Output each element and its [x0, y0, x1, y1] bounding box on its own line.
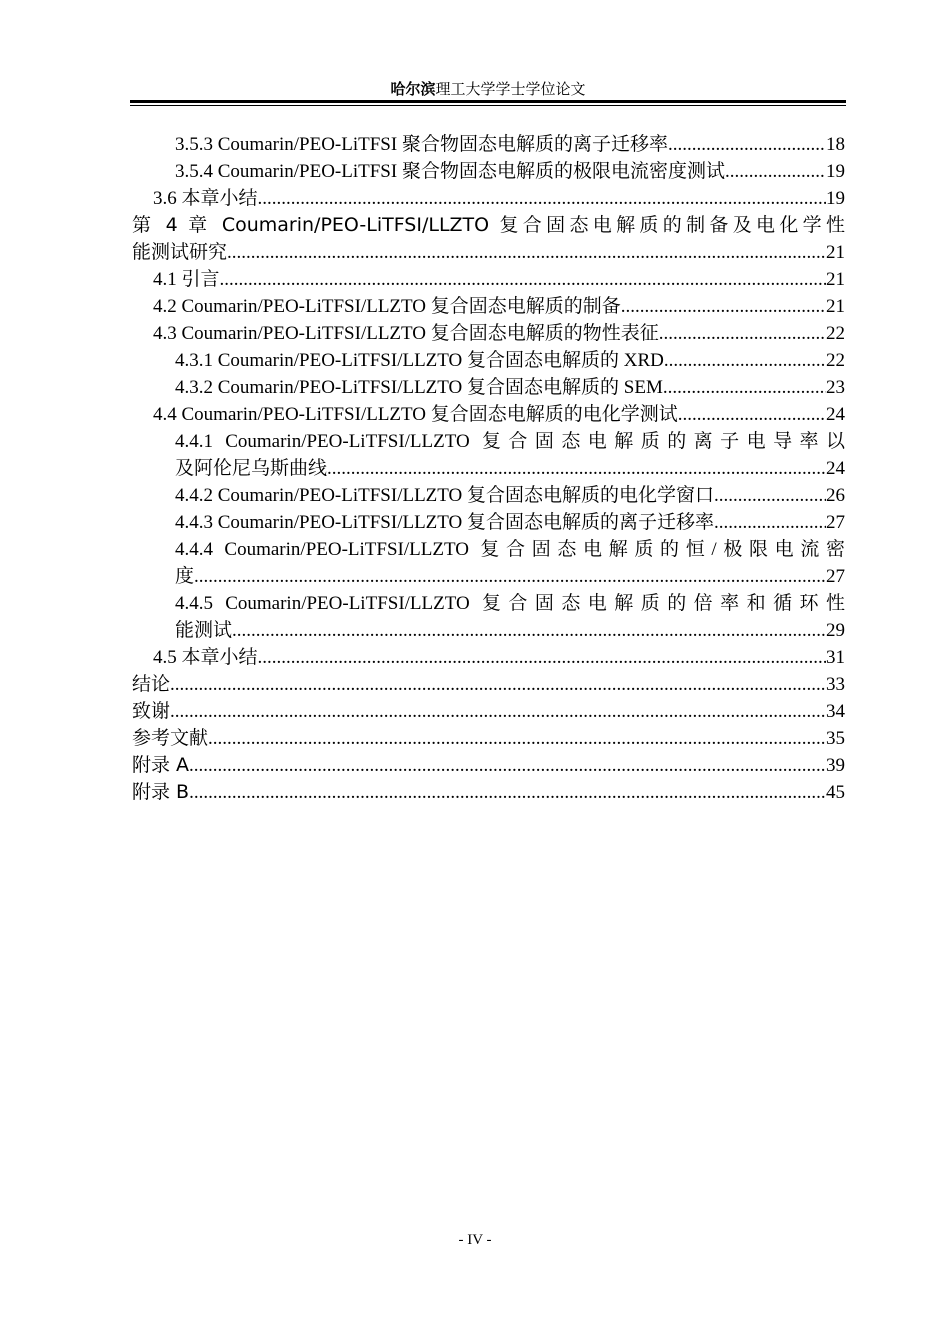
- toc-leader-dots: [258, 644, 826, 671]
- page-header: [130, 80, 846, 99]
- toc-entry-title: 4.4 Coumarin/PEO-LiTFSI/LLZTO 复合固态电解质的电化学测试: [153, 404, 678, 425]
- toc-page-number: 22: [826, 323, 845, 344]
- toc-leader-dots: [714, 482, 826, 509]
- toc-page-number: 45: [826, 782, 845, 803]
- toc-page-number: 39: [826, 755, 845, 776]
- toc-leader-dots: [258, 185, 826, 212]
- toc-entry[interactable]: [132, 185, 845, 212]
- toc-leader-dots: [170, 698, 826, 725]
- toc-page-number: 33: [826, 674, 845, 695]
- toc-leader-dots: [208, 725, 826, 752]
- toc-entry-line[interactable]: [132, 617, 845, 644]
- toc-entry[interactable]: [132, 293, 845, 320]
- toc-page-number: 19: [826, 188, 845, 209]
- toc-entry-title: 4.4.3 Coumarin/PEO-LiTFSI/LLZTO 复合固态电解质的离子迁移率: [175, 512, 715, 533]
- toc-entry-title: 参考文献: [132, 727, 209, 749]
- table-of-contents: [132, 131, 845, 806]
- toc-entry-line[interactable]: [132, 455, 845, 482]
- toc-leader-dots: [189, 779, 826, 806]
- toc-page-number: 27: [826, 512, 845, 533]
- toc-page-number: 31: [826, 647, 845, 668]
- toc-leader-dots: [194, 563, 826, 590]
- toc-entry[interactable]: [132, 671, 845, 698]
- toc-page-number: 18: [826, 134, 845, 155]
- toc-page-number: 21: [826, 242, 845, 263]
- toc-entry[interactable]: [132, 320, 845, 347]
- toc-entry-line[interactable]: [132, 590, 845, 617]
- toc-leader-dots: [725, 158, 826, 185]
- toc-entry-title: 结论: [132, 673, 171, 695]
- toc-leader-dots: [668, 131, 826, 158]
- toc-entry-title: 4.4.4 Coumarin/PEO-LiTFSI/LLZTO 复合固态电解质的恒/极限电流密: [175, 539, 845, 560]
- toc-entry-line[interactable]: [132, 239, 845, 266]
- toc-leader-dots: [678, 401, 826, 428]
- toc-leader-dots: [189, 752, 826, 779]
- toc-entry-line[interactable]: [132, 428, 845, 455]
- toc-leader-dots: [659, 320, 826, 347]
- toc-page-number: 29: [826, 620, 845, 641]
- toc-entry-title: 附录 B: [132, 781, 190, 803]
- toc-leader-dots: [327, 455, 826, 482]
- toc-entry-title: 4.4.5 Coumarin/PEO-LiTFSI/LLZTO 复合固态电解质的倍率和循环性: [175, 593, 845, 614]
- toc-entry[interactable]: [132, 158, 845, 185]
- toc-page-number: 24: [826, 458, 845, 479]
- toc-entry-title: 3.5.4 Coumarin/PEO-LiTFSI 聚合物固态电解质的极限电流密度测试: [175, 161, 725, 182]
- toc-entry[interactable]: [132, 482, 845, 509]
- toc-entry[interactable]: [132, 644, 845, 671]
- toc-page-number: 35: [826, 728, 845, 749]
- page-number: - IV -: [458, 1232, 492, 1248]
- header-rule-thin: [130, 105, 846, 106]
- toc-entry-title: 4.5 本章小结: [153, 647, 258, 668]
- toc-entry-line[interactable]: [132, 536, 845, 563]
- toc-entry-title: 3.6 本章小结: [153, 188, 258, 209]
- toc-page-number: 26: [826, 485, 845, 506]
- toc-leader-dots: [664, 347, 826, 374]
- toc-leader-dots: [227, 239, 826, 266]
- toc-page-number: 21: [826, 296, 845, 317]
- toc-leader-dots: [232, 617, 826, 644]
- toc-entry[interactable]: [132, 725, 845, 752]
- toc-entry-title: 4.4.1 Coumarin/PEO-LiTFSI/LLZTO 复合固态电解质的离子电导率以: [175, 431, 845, 452]
- toc-entry-title-cont: 度: [175, 566, 195, 587]
- toc-entry[interactable]: [132, 779, 845, 806]
- toc-entry[interactable]: [132, 266, 845, 293]
- toc-entry-title: 4.3.1 Coumarin/PEO-LiTFSI/LLZTO 复合固态电解质的 XRD: [175, 350, 664, 371]
- toc-leader-dots: [714, 509, 826, 536]
- toc-page-number: 34: [826, 701, 845, 722]
- toc-entry[interactable]: [132, 131, 845, 158]
- toc-entry-title: 4.2 Coumarin/PEO-LiTFSI/LLZTO 复合固态电解质的制备: [153, 296, 621, 317]
- toc-entry-title-cont: 能测试: [175, 620, 233, 641]
- toc-entry-line[interactable]: [132, 563, 845, 590]
- toc-entry-title: 附录 A: [132, 754, 190, 776]
- toc-page-number: 27: [826, 566, 845, 587]
- header-school: 哈尔滨: [390, 80, 436, 98]
- toc-entry-title: 致谢: [132, 700, 171, 722]
- toc-entry-title: 4.3 Coumarin/PEO-LiTFSI/LLZTO 复合固态电解质的物性表征: [153, 323, 659, 344]
- toc-entry[interactable]: [132, 752, 845, 779]
- header-rule-thick: [130, 100, 846, 103]
- toc-entry-line[interactable]: [132, 212, 845, 239]
- toc-entry-title: 4.3.2 Coumarin/PEO-LiTFSI/LLZTO 复合固态电解质的 SEM: [175, 377, 663, 398]
- toc-entry-title-cont: 能测试研究: [132, 241, 228, 263]
- toc-leader-dots: [663, 374, 826, 401]
- toc-entry[interactable]: [132, 347, 845, 374]
- toc-page-number: 21: [826, 269, 845, 290]
- toc-entry[interactable]: [132, 401, 845, 428]
- toc-leader-dots: [220, 266, 826, 293]
- toc-entry-title-cont: 及阿伦尼乌斯曲线: [175, 458, 328, 479]
- toc-entry[interactable]: [132, 698, 845, 725]
- toc-leader-dots: [170, 671, 826, 698]
- toc-entry-title: 4.1 引言: [153, 269, 220, 290]
- toc-entry[interactable]: [132, 509, 845, 536]
- toc-page-number: 22: [826, 350, 845, 371]
- toc-page-number: 23: [826, 377, 845, 398]
- toc-entry[interactable]: [132, 374, 845, 401]
- toc-leader-dots: [621, 293, 826, 320]
- header-title: 理工大学学士学位论文: [435, 82, 586, 98]
- toc-entry-title: 3.5.3 Coumarin/PEO-LiTFSI 聚合物固态电解质的离子迁移率: [175, 134, 668, 155]
- toc-entry-title: 4.4.2 Coumarin/PEO-LiTFSI/LLZTO 复合固态电解质的电化学窗口: [175, 485, 715, 506]
- toc-page-number: 24: [826, 404, 845, 425]
- toc-entry-title: 第 4 章 Coumarin/PEO-LiTFSI/LLZTO 复合固态电解质的制备及电化学性: [132, 214, 845, 236]
- toc-page-number: 19: [826, 161, 845, 182]
